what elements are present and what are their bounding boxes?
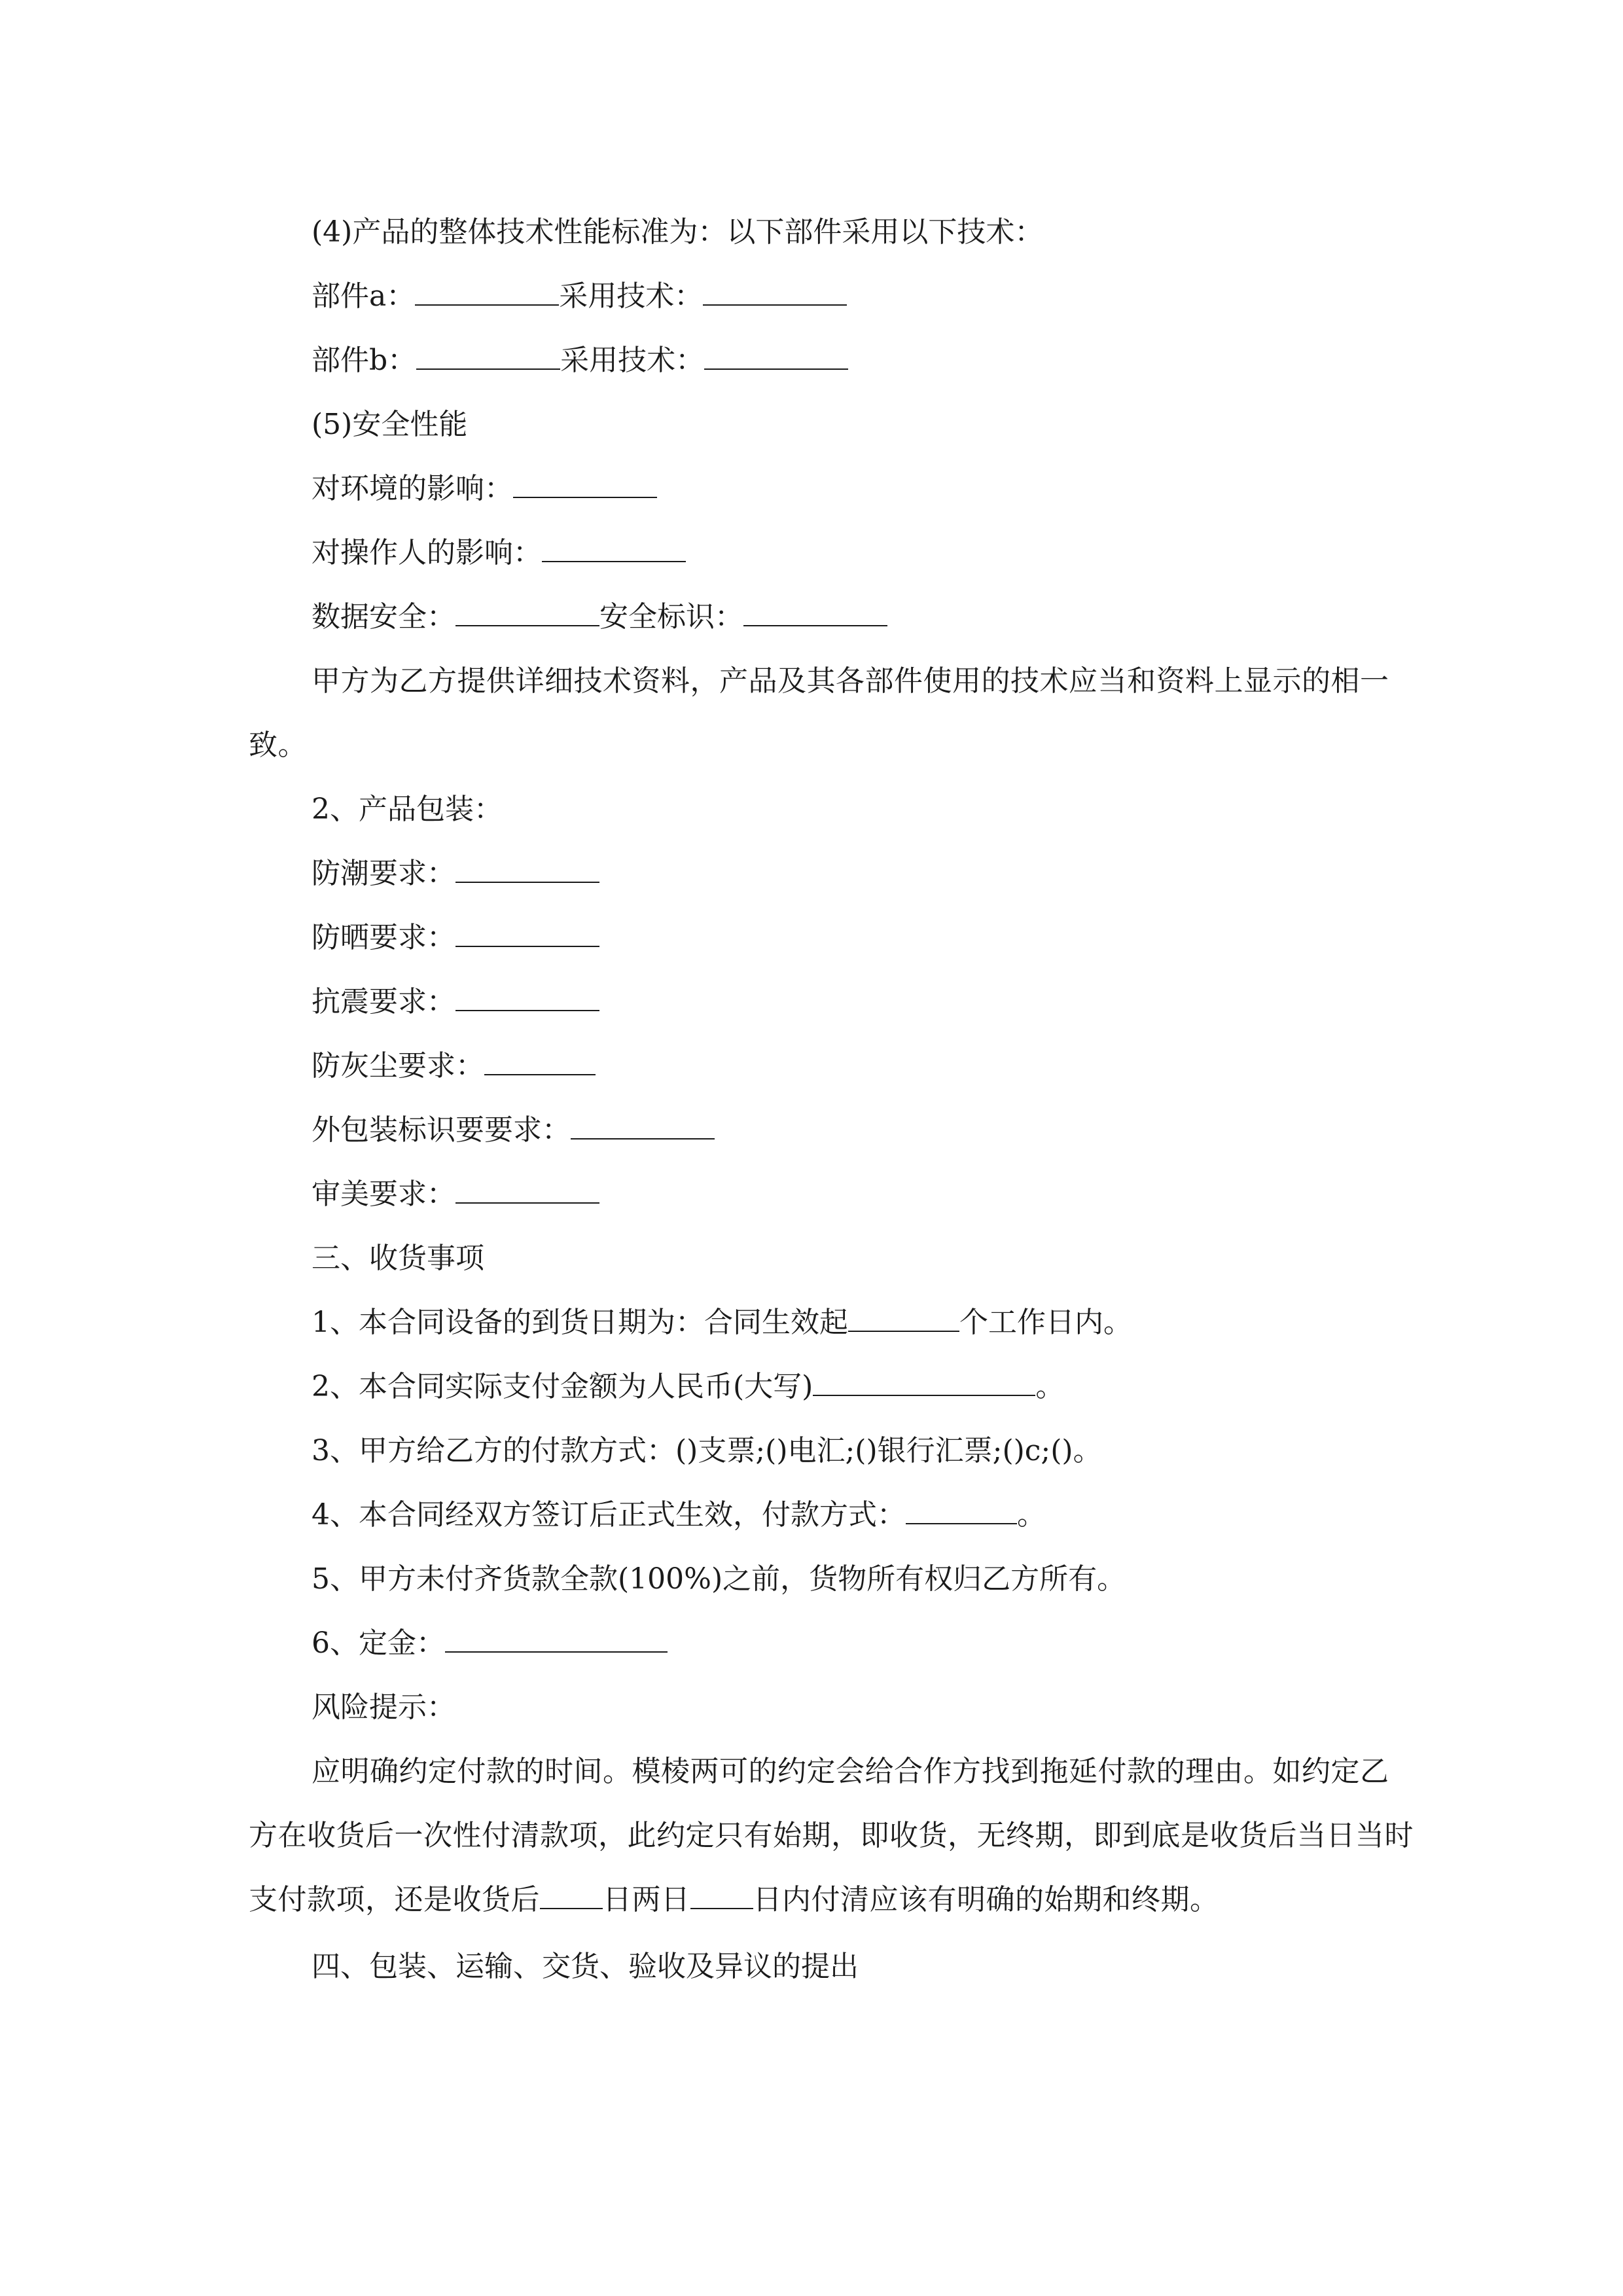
ownership-line [249,1547,1414,1611]
days-blank-1[interactable] [540,1882,603,1909]
paragraph-technical-data [249,649,1414,778]
label: 安全标识： [599,600,743,634]
clause-2-packaging [249,778,1414,842]
payment-method-blank[interactable] [906,1497,1017,1524]
component-a-line [249,264,1414,329]
text: (5)安全性能 [312,408,468,441]
deposit-blank[interactable] [445,1625,668,1653]
safety-mark-blank[interactable] [743,599,887,626]
label: 部件b： [312,344,417,377]
label: 防晒要求： [312,921,455,954]
label: 采用技术： [559,279,704,313]
moisture-line [249,842,1414,906]
label: 抗震要求： [312,985,455,1018]
component-b-line [249,329,1414,393]
label: 数据安全： [312,600,455,634]
sun-line [249,906,1414,970]
operator-impact-line [249,521,1414,585]
label: 防潮要求： [312,857,455,890]
label: 1、本合同设备的到货日期为：合同生效起 [312,1306,848,1339]
text: 3、甲方给乙方的付款方式：()支票;()电汇;()银行汇票;()c;()。 [312,1434,1102,1467]
label: 防灰尘要求： [312,1049,484,1083]
label: 外包装标识要要求： [312,1113,571,1147]
text: 甲方为乙方提供详细技术资料，产品及其各部件使用的技术应当和资料上显示的相一致。 [249,664,1389,762]
component-b-tech-blank[interactable] [704,342,848,370]
data-security-line [249,585,1414,649]
section-3-heading [249,1227,1414,1291]
working-days-blank[interactable] [848,1304,959,1332]
environment-impact-blank[interactable] [513,471,657,498]
moisture-blank[interactable] [455,855,599,883]
clause-5-safety [249,393,1414,457]
text: 三、收货事项 [312,1242,484,1275]
payment-method-line [249,1419,1414,1483]
label: 个工作日内。 [959,1306,1132,1339]
effective-payment-line [249,1483,1414,1547]
aesthetic-line [249,1162,1414,1227]
label: 对操作人的影响： [312,536,542,569]
environment-impact-line [249,457,1414,521]
clause-4-technical-standard [249,200,1414,264]
text: 风险提示： [312,1691,455,1724]
data-security-blank[interactable] [455,599,599,626]
dust-blank[interactable] [484,1048,596,1075]
document-body [249,200,1414,1999]
text: (4)产品的整体技术性能标准为：以下部件采用以下技术： [312,215,1044,249]
label: 。 [1017,1498,1046,1532]
component-a-tech-blank[interactable] [703,278,847,306]
text: 日内付清应该有明确的始期和终期。 [753,1883,1219,1916]
section-4-heading [249,1935,1414,1999]
delivery-date-line [249,1291,1414,1355]
text: 2、产品包装： [312,793,503,826]
text: 日两日 [603,1883,690,1916]
operator-impact-blank[interactable] [542,535,686,562]
paragraph-risk [249,1740,1414,1932]
amount-blank[interactable] [813,1369,1035,1396]
text: 四、包装、运输、交货、验收及异议的提出 [312,1950,859,1983]
sun-blank[interactable] [455,920,599,947]
outer-label-line [249,1098,1414,1162]
label: 审美要求： [312,1177,455,1211]
component-a-blank[interactable] [415,278,559,306]
risk-heading [249,1676,1414,1740]
label: 部件a： [312,279,416,313]
label: 4、本合同经双方签订后正式生效，付款方式： [312,1498,906,1532]
text: 5、甲方未付齐货款全款(100%)之前，货物所有权归乙方所有。 [312,1562,1126,1596]
outer-label-blank[interactable] [571,1112,715,1139]
aesthetic-blank[interactable] [455,1176,599,1204]
payment-amount-line [249,1355,1414,1419]
shock-line [249,970,1414,1034]
dust-line [249,1034,1414,1098]
component-b-blank[interactable] [416,342,560,370]
label: 。 [1035,1370,1065,1403]
label: 采用技术： [560,344,705,377]
deposit-line [249,1611,1414,1676]
label: 2、本合同实际支付金额为人民币(大写) [312,1370,813,1403]
label: 对环境的影响： [312,472,513,505]
label: 6、定金： [312,1626,445,1660]
days-blank-2[interactable] [690,1882,753,1909]
text: 应明确约定付款的时间。模棱两可的约定会给合作方找到拖延付款的理由。如约定乙方在收货后一次性付清款项，此约定只有始期，即收货，无终期，即到底是收货后当日当时支付款项，还是收货后 [249,1755,1414,1916]
shock-blank[interactable] [455,984,599,1011]
